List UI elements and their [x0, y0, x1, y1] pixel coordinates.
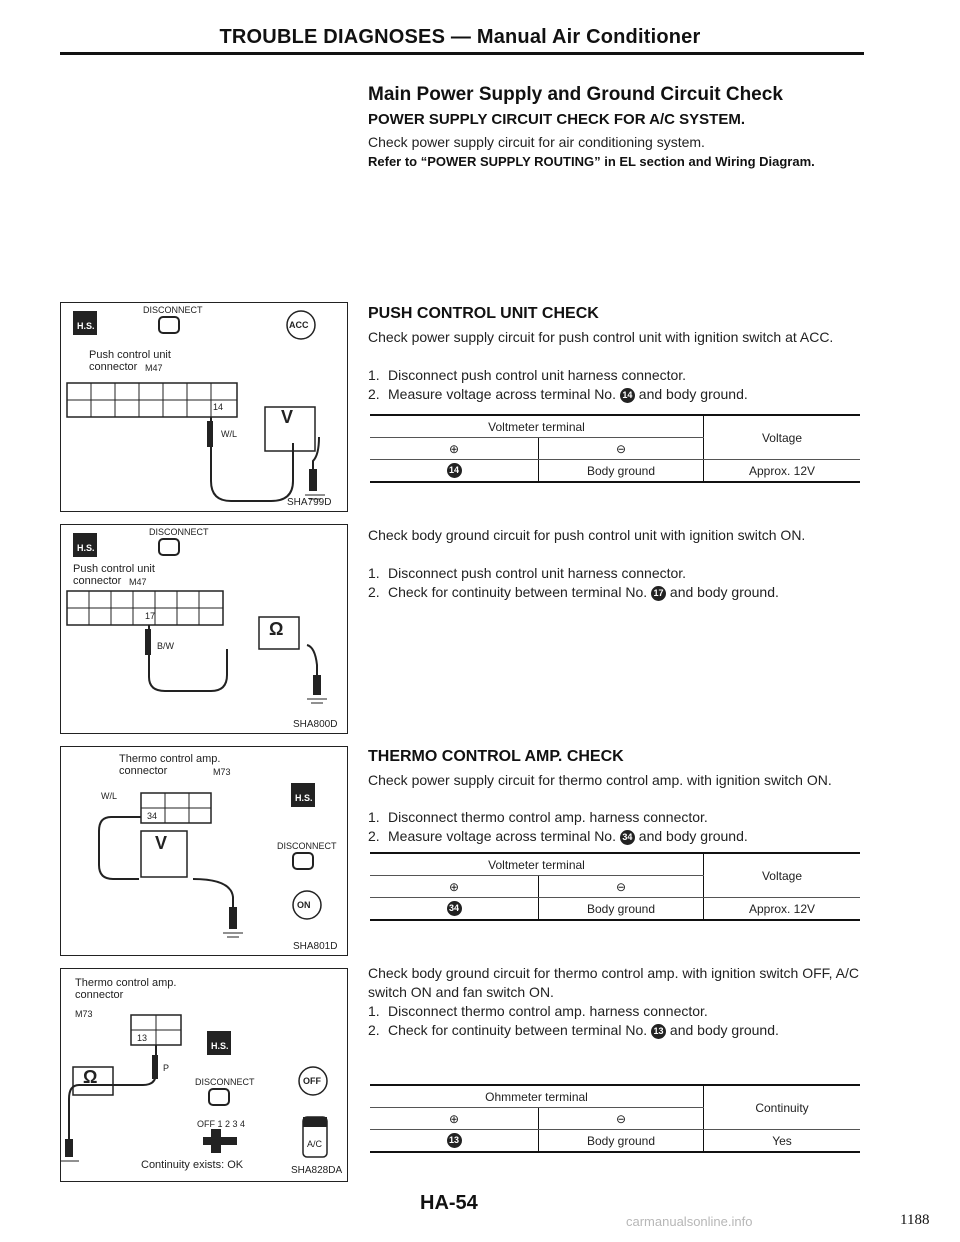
document-number: 1188: [900, 1212, 930, 1228]
wire-color: W/L: [221, 429, 238, 439]
figure-push-control-continuity: [60, 524, 348, 734]
wire-color: W/L: [101, 791, 118, 801]
intro-text: Check power supply circuit for air conditioning system.: [368, 134, 705, 150]
table-header: Ohmmeter terminal: [370, 1085, 704, 1108]
push-control-steps2: [368, 564, 862, 602]
push-control-steps1: [368, 366, 862, 404]
terminal-badge: 13: [651, 1024, 666, 1039]
step-item: 1. Disconnect push control unit harness connector.: [368, 367, 687, 383]
switch-acc-label: ACC: [289, 320, 309, 330]
terminal-number: 34: [147, 811, 158, 821]
hs-badge: H.S.: [211, 1041, 229, 1051]
figure-code: SHA799D: [287, 497, 332, 508]
table-cell-ground: Body ground: [539, 460, 704, 483]
ohmmeter-symbol: Ω: [83, 1067, 98, 1087]
watermark: carmanualsonline.info: [626, 1214, 753, 1229]
connector-id: M47: [145, 363, 163, 373]
step-item: 2. Measure voltage across terminal No. 14 and body ground.: [368, 386, 748, 402]
terminal-badge: 17: [651, 586, 666, 601]
hs-badge: H.S.: [77, 543, 95, 553]
thermo-control-continuity-table: [370, 1084, 860, 1153]
terminal-badge: 34: [620, 830, 635, 845]
thermo-control-para1: Check power supply circuit for thermo control amp. with ignition switch ON.: [368, 772, 832, 788]
thermo-control-steps2: [368, 1002, 862, 1040]
push-control-voltage-table: [370, 414, 860, 483]
table-cell-terminal: 34: [370, 898, 539, 921]
section-heading-thermo-control: THERMO CONTROL AMP. CHECK: [368, 748, 624, 765]
push-control-para1: Check power supply circuit for push control unit with ignition switch at ACC.: [368, 329, 834, 345]
connector-label: Push control unit connector: [73, 563, 155, 587]
ohmmeter-symbol: Ω: [269, 619, 284, 639]
step-item: 2. Check for continuity between terminal No. 13 and body ground.: [368, 1022, 779, 1038]
wire-color: P: [163, 1063, 170, 1073]
connector-label: Thermo control amp. connector: [75, 977, 177, 1001]
page-number: HA-54: [420, 1192, 478, 1214]
thermo-control-voltage-table: [370, 852, 860, 921]
connector-id: M73: [213, 767, 231, 777]
table-cell-result: Approx. 12V: [704, 460, 861, 483]
figure-thermo-control-continuity: [60, 968, 348, 1182]
voltmeter-symbol: V: [281, 407, 294, 427]
subheading-power-supply-check: POWER SUPPLY CIRCUIT CHECK FOR A/C SYSTEM.: [368, 111, 745, 128]
table-cell-terminal: 13: [370, 1130, 539, 1153]
terminal-number: 13: [137, 1033, 148, 1043]
connector-id: M73: [75, 1009, 93, 1019]
fan-switch-label: OFF 1 2 3 4: [197, 1119, 246, 1129]
section-heading-push-control: PUSH CONTROL UNIT CHECK: [368, 305, 599, 322]
title-rule: [60, 52, 864, 55]
intro-note: Refer to “POWER SUPPLY ROUTING” in EL section and Wiring Diagram.: [368, 154, 815, 169]
figure-thermo-control-voltage: [60, 746, 348, 956]
table-header-pos: ⊕: [370, 876, 539, 898]
terminal-number: 17: [145, 611, 156, 621]
figure-push-control-voltage: [60, 302, 348, 512]
connector-id: M47: [129, 577, 147, 587]
continuity-result: Continuity exists: OK: [141, 1159, 244, 1171]
step-item: 2. Check for continuity between terminal No. 17 and body ground.: [368, 584, 779, 600]
disconnect-label: DISCONNECT: [277, 841, 337, 851]
disconnect-label: DISCONNECT: [149, 527, 209, 537]
table-header-pos: ⊕: [370, 1108, 539, 1130]
table-cell-result: Yes: [704, 1130, 861, 1153]
step-item: 1. Disconnect thermo control amp. harness connector.: [368, 1003, 708, 1019]
connector-label: Thermo control amp. connector: [119, 753, 221, 777]
terminal-badge: 14: [620, 388, 635, 403]
table-header-neg: ⊖: [539, 1108, 704, 1130]
wiring-diagram: [61, 747, 347, 955]
step-item: 1. Disconnect thermo control amp. harness connector.: [368, 809, 708, 825]
figure-code: SHA800D: [293, 719, 338, 730]
step-item: 1. Disconnect push control unit harness connector.: [368, 565, 687, 581]
step-item: 2. Measure voltage across terminal No. 34 and body ground.: [368, 828, 748, 844]
ac-switch-label: A/C: [307, 1139, 323, 1149]
table-cell-ground: Body ground: [539, 1130, 704, 1153]
table-cell-ground: Body ground: [539, 898, 704, 921]
page-title: TROUBLE DIAGNOSES — Manual Air Conditioner: [219, 26, 701, 48]
table-header-neg: ⊖: [539, 876, 704, 898]
table-header-result: Voltage: [704, 853, 861, 898]
thermo-control-steps1: [368, 808, 862, 846]
connector-label: Push control unit connector: [89, 349, 171, 373]
push-control-para2: Check body ground circuit for push control unit with ignition switch ON.: [368, 527, 806, 543]
table-cell-result: Approx. 12V: [704, 898, 861, 921]
voltmeter-symbol: V: [155, 833, 168, 853]
table-header-result: Continuity: [704, 1085, 861, 1130]
wire-color: B/W: [157, 641, 174, 651]
table-header-neg: ⊖: [539, 438, 704, 460]
disconnect-label: DISCONNECT: [143, 305, 203, 315]
figure-code: SHA801D: [293, 941, 338, 952]
figure-code: SHA828DA: [291, 1165, 343, 1176]
table-cell-terminal: 14: [370, 460, 539, 483]
table-header: Voltmeter terminal: [370, 415, 704, 438]
switch-on-label: ON: [297, 900, 311, 910]
disconnect-label: DISCONNECT: [195, 1077, 255, 1087]
terminal-number: 14: [213, 402, 224, 412]
table-header-pos: ⊕: [370, 438, 539, 460]
thermo-control-para2: Check body ground circuit for thermo control amp. with ignition switch OFF, A/C switch ON and fan switch ON.: [368, 965, 859, 1000]
hs-badge: H.S.: [77, 321, 95, 331]
wiring-diagram: [61, 525, 347, 733]
section-heading-main-power: Main Power Supply and Ground Circuit Check: [368, 84, 783, 105]
table-header: Voltmeter terminal: [370, 853, 704, 876]
table-header-result: Voltage: [704, 415, 861, 460]
wiring-diagram: [61, 303, 347, 511]
switch-off-label: OFF: [303, 1076, 321, 1086]
hs-badge: H.S.: [295, 793, 313, 803]
